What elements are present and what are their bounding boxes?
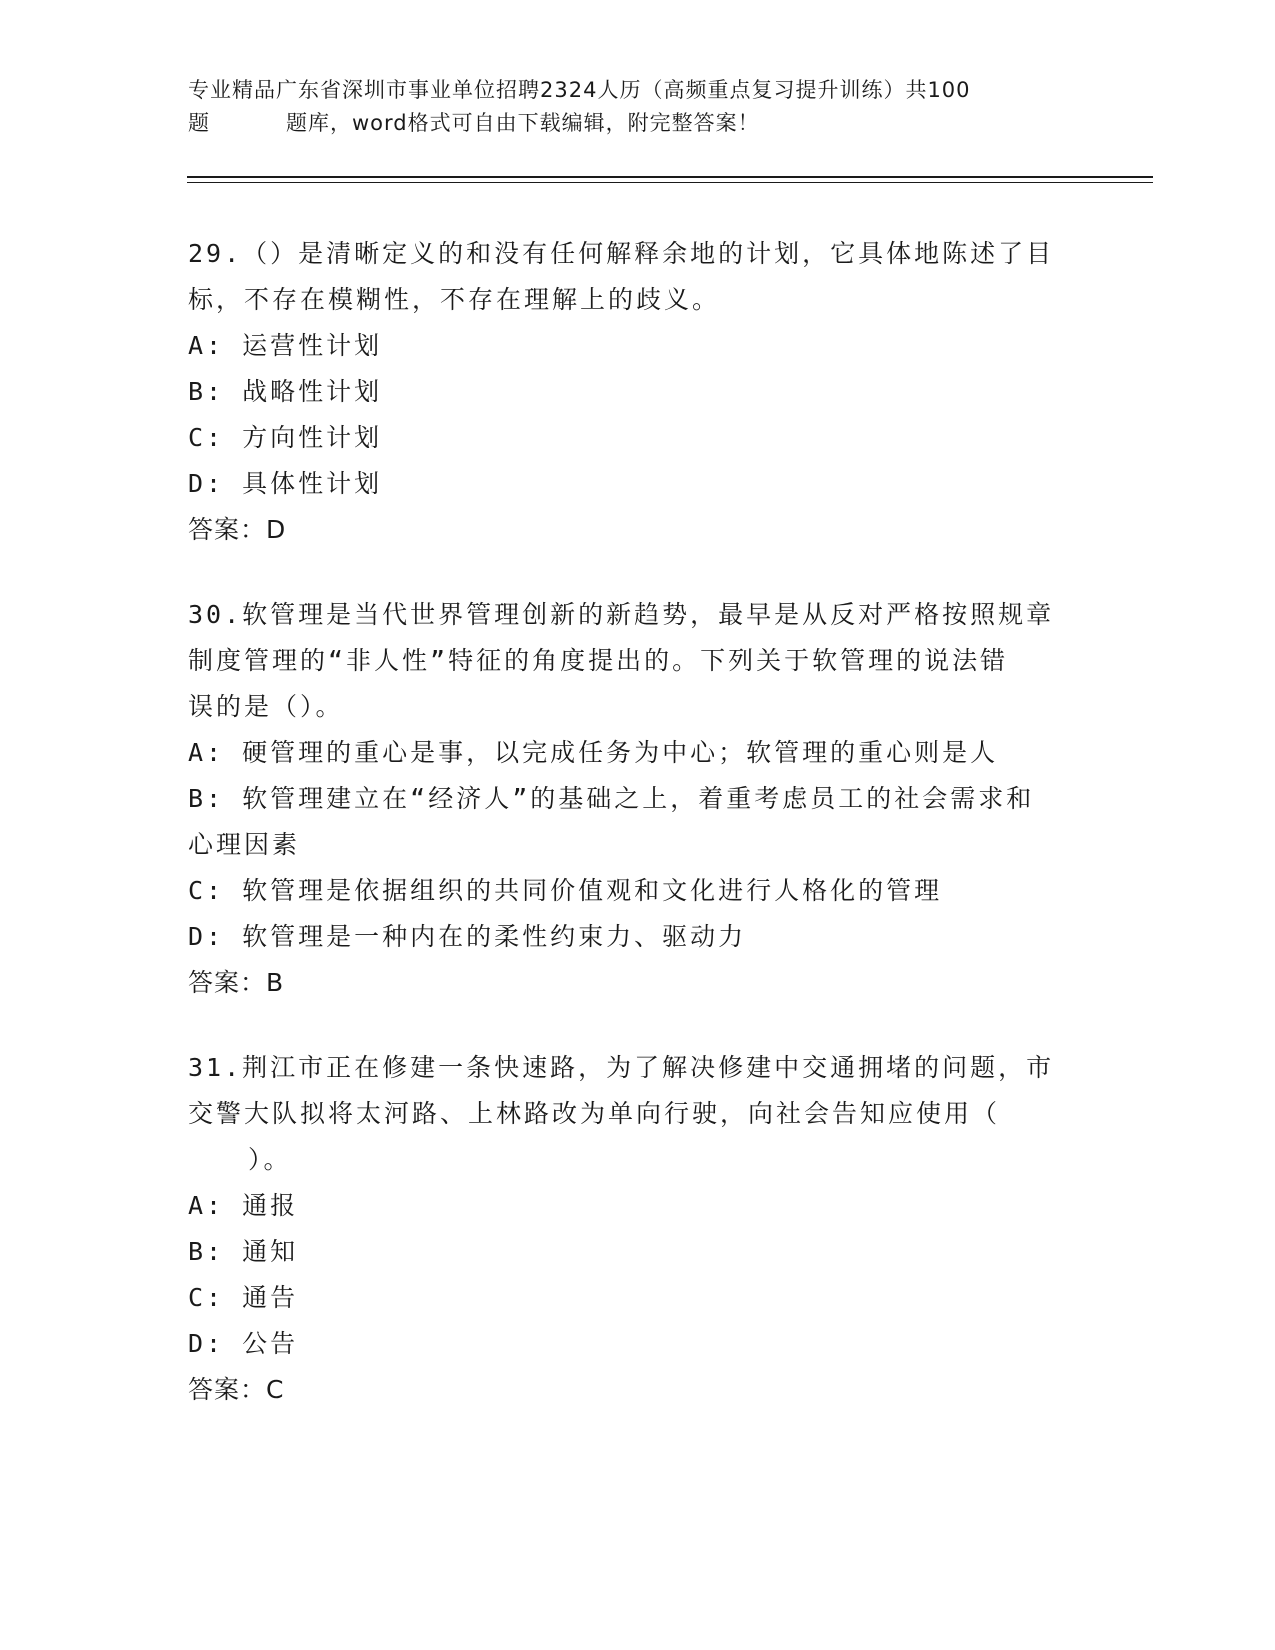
option-key: B:	[188, 377, 225, 406]
header-line-1: 专业精品广东省深圳市事业单位招聘2324人历（高频重点复习提升训练）共100	[188, 78, 971, 102]
option-c	[188, 415, 1088, 461]
option-d	[188, 1321, 1088, 1367]
option-text: 战略性计划	[242, 377, 383, 406]
option-key: A:	[188, 1191, 225, 1220]
question-stem-line: 交警大队拟将太河路、上林路改为单向行驶，向社会告知应使用（	[188, 1099, 1001, 1128]
option-key: A:	[188, 738, 225, 767]
question-stem-line: 30.软管理是当代世界管理创新的新趋势，最早是从反对严格按照规章	[188, 600, 1055, 629]
option-key: C:	[188, 423, 225, 452]
question-stem-line: ）。	[248, 1145, 292, 1174]
question-stem-line: 31.荆江市正在修建一条快速路，为了解决修建中交通拥堵的问题，市	[188, 1053, 1055, 1082]
option-text: 软管理是依据组织的共同价值观和文化进行人格化的管理	[242, 876, 943, 905]
option-b-continuation: 心理因素	[188, 830, 301, 859]
option-key: D:	[188, 922, 225, 951]
option-key: C:	[188, 876, 225, 905]
option-text: 通报	[242, 1191, 299, 1220]
header-line-2-left: 题	[188, 111, 210, 135]
option-b	[188, 776, 1088, 822]
option-a	[188, 323, 1088, 369]
question-list	[188, 231, 1088, 1452]
option-b	[188, 1229, 1088, 1275]
question-29	[188, 231, 1088, 553]
option-text: 软管理建立在“经济人”的基础之上，着重考虑员工的社会需求和	[242, 784, 1035, 813]
answer-line: 答案：B	[188, 968, 285, 997]
question-stem-line: 误的是（）。	[188, 692, 344, 721]
question-stem-line: 标，不存在模糊性，不存在理解上的歧义。	[188, 285, 721, 314]
option-text: 软管理是一种内在的柔性约束力、驱动力	[242, 922, 747, 951]
question-stem-line: 29.（）是清晰定义的和没有任何解释余地的计划，它具体地陈述了目	[188, 239, 1055, 268]
option-key: D:	[188, 1329, 225, 1358]
option-d	[188, 461, 1088, 507]
option-text: 硬管理的重心是事，以完成任务为中心；软管理的重心则是人	[242, 738, 999, 767]
option-a	[188, 1183, 1088, 1229]
option-key: D:	[188, 469, 225, 498]
answer-line: 答案：C	[188, 1375, 285, 1404]
answer-line: 答案：D	[188, 515, 287, 544]
option-text: 方向性计划	[242, 423, 383, 452]
header-divider-thin	[187, 182, 1153, 183]
option-b	[188, 369, 1088, 415]
header-line-2	[188, 107, 1088, 140]
question-stem-line: 制度管理的“非人性”特征的角度提出的。下列关于软管理的说法错	[188, 646, 1009, 675]
document-header	[188, 74, 1088, 140]
question-31	[188, 1045, 1088, 1413]
option-key: C:	[188, 1283, 225, 1312]
option-key: B:	[188, 1237, 225, 1266]
option-text: 运营性计划	[242, 331, 383, 360]
option-text: 具体性计划	[242, 469, 383, 498]
option-c	[188, 868, 1088, 914]
option-c	[188, 1275, 1088, 1321]
option-a	[188, 730, 1088, 776]
option-text: 通知	[242, 1237, 299, 1266]
header-line-2-right: 题库，word格式可自由下载编辑，附完整答案！	[286, 111, 760, 135]
option-d	[188, 914, 1088, 960]
option-text: 通告	[242, 1283, 299, 1312]
option-text: 公告	[242, 1329, 299, 1358]
question-30	[188, 592, 1088, 1006]
header-divider-thick	[187, 176, 1153, 178]
option-key: A:	[188, 331, 225, 360]
option-key: B:	[188, 784, 225, 813]
